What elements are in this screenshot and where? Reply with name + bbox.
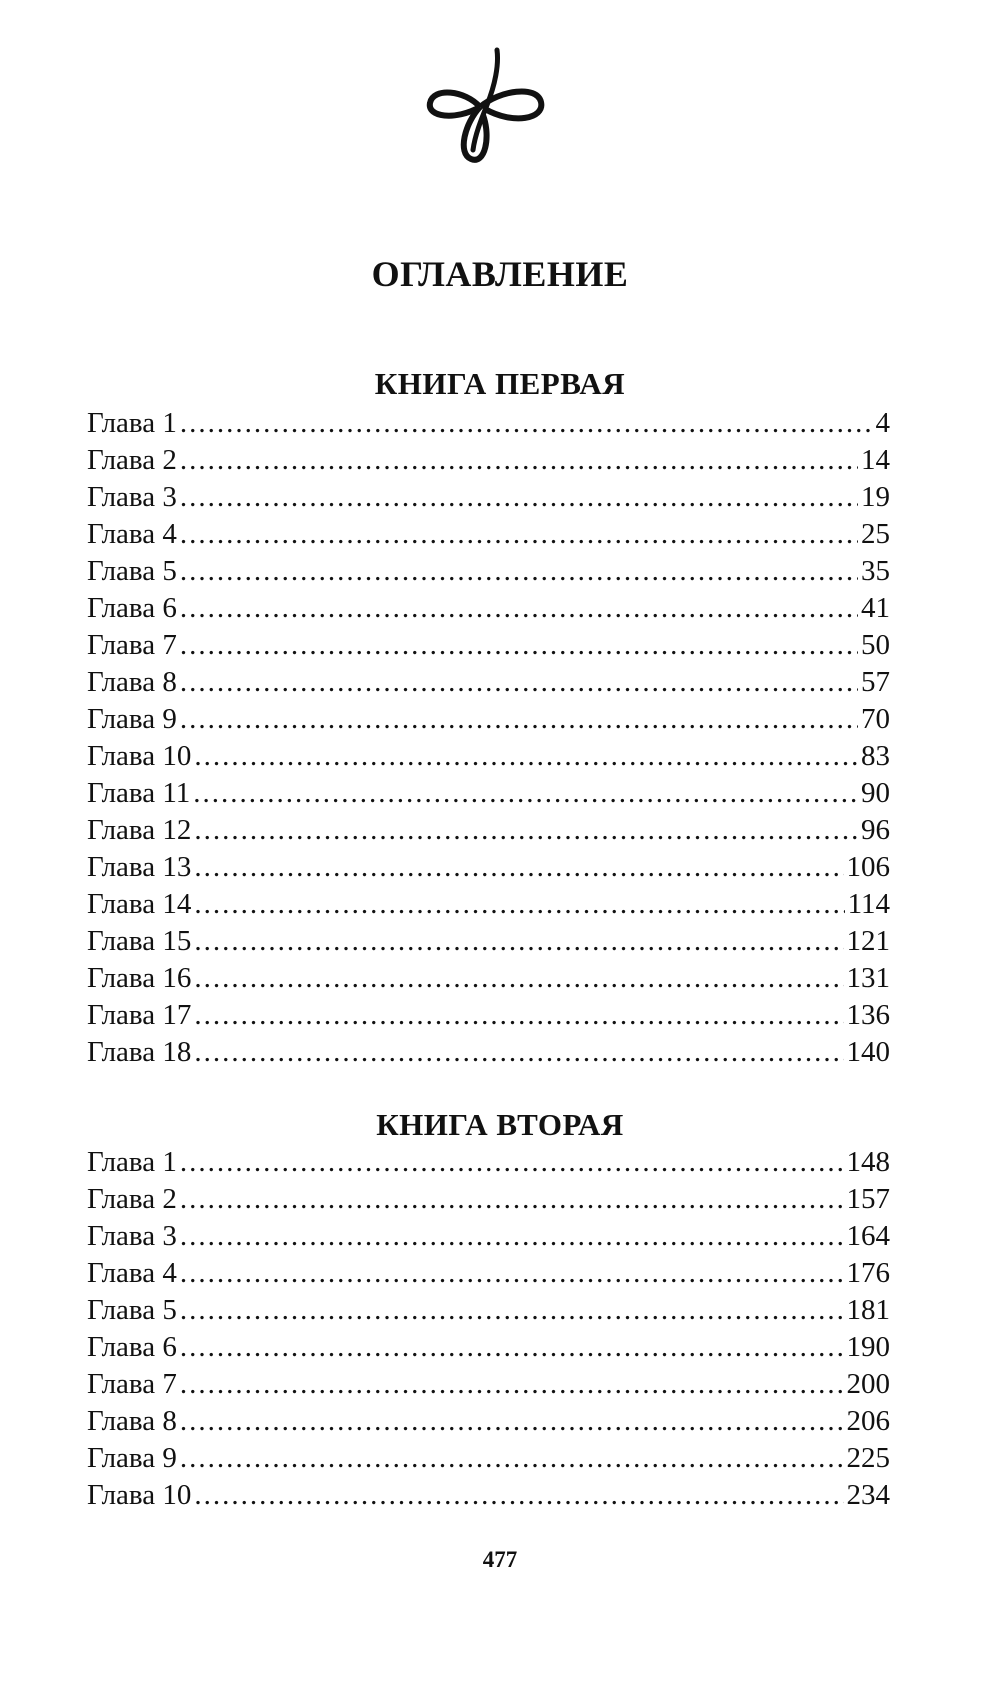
dot-leader <box>194 849 843 886</box>
chapter-label: Глава 8 <box>87 1405 177 1437</box>
chapter-page-number: 164 <box>846 1220 890 1252</box>
chapter-label: Глава 10 <box>87 740 192 772</box>
chapter-page-number: 106 <box>846 851 890 883</box>
toc-entry <box>87 1477 890 1514</box>
chapter-label: Глава 7 <box>87 629 177 661</box>
toc-entry <box>87 886 890 923</box>
chapter-label: Глава 9 <box>87 1442 177 1474</box>
dot-leader <box>180 1440 844 1477</box>
dot-leader <box>194 1477 843 1514</box>
toc-entry <box>87 775 890 812</box>
toc-entry <box>87 960 890 997</box>
dot-leader <box>180 590 858 627</box>
dot-leader <box>194 923 843 960</box>
book-heading: КНИГА ПЕРВАЯ <box>374 366 626 401</box>
toc-entry <box>87 701 890 738</box>
chapter-label: Глава 18 <box>87 1036 192 1068</box>
calligraphic-flourish-icon <box>425 45 555 170</box>
toc-entry <box>87 997 890 1034</box>
chapter-page-number: 136 <box>846 999 890 1031</box>
toc-entry <box>87 1181 890 1218</box>
chapter-page-number: 96 <box>861 814 890 846</box>
chapter-page-number: 157 <box>846 1183 890 1215</box>
chapter-label: Глава 9 <box>87 703 177 735</box>
chapter-label: Глава 3 <box>87 481 177 513</box>
chapter-label: Глава 3 <box>87 1220 177 1252</box>
dot-leader <box>180 553 858 590</box>
toc-entry <box>87 849 890 886</box>
dot-leader <box>180 664 858 701</box>
chapter-label: Глава 5 <box>87 555 177 587</box>
chapter-label: Глава 2 <box>87 444 177 476</box>
chapter-label: Глава 1 <box>87 1146 177 1178</box>
toc-entry <box>87 738 890 775</box>
dot-leader <box>180 1181 844 1218</box>
dot-leader <box>194 738 858 775</box>
dot-leader <box>180 627 858 664</box>
dot-leader <box>180 1403 844 1440</box>
chapter-page-number: 57 <box>861 666 890 698</box>
toc-entry <box>87 664 890 701</box>
chapter-label: Глава 6 <box>87 1331 177 1363</box>
chapter-label: Глава 11 <box>87 777 191 809</box>
toc-title: ОГЛАВЛЕНИЕ <box>371 254 629 294</box>
chapter-page-number: 25 <box>861 518 890 550</box>
chapter-page-number: 190 <box>846 1331 890 1363</box>
chapter-page-number: 121 <box>846 925 890 957</box>
dot-leader <box>194 997 843 1034</box>
chapter-page-number: 225 <box>846 1442 890 1474</box>
toc-entry <box>87 923 890 960</box>
chapter-list <box>87 405 890 1071</box>
dot-leader <box>194 1034 843 1071</box>
chapter-page-number: 70 <box>861 703 890 735</box>
page-number: 477 <box>482 1547 518 1572</box>
dot-leader <box>180 701 858 738</box>
toc-entry <box>87 627 890 664</box>
chapter-label: Глава 13 <box>87 851 192 883</box>
toc-entry <box>87 1403 890 1440</box>
toc-entry <box>87 1292 890 1329</box>
dot-leader <box>180 1292 844 1329</box>
chapter-label: Глава 8 <box>87 666 177 698</box>
chapter-label: Глава 6 <box>87 592 177 624</box>
toc-entry <box>87 442 890 479</box>
toc-entry <box>87 1366 890 1403</box>
chapter-page-number: 14 <box>861 444 890 476</box>
chapter-label: Глава 14 <box>87 888 192 920</box>
toc-entry <box>87 1144 890 1181</box>
dot-leader <box>194 960 843 997</box>
chapter-page-number: 19 <box>861 481 890 513</box>
toc-entry <box>87 479 890 516</box>
toc-entry <box>87 553 890 590</box>
toc-entry <box>87 1218 890 1255</box>
chapter-label: Глава 15 <box>87 925 192 957</box>
chapter-label: Глава 4 <box>87 518 177 550</box>
dot-leader <box>180 1329 844 1366</box>
chapter-label: Глава 10 <box>87 1479 192 1511</box>
chapter-page-number: 90 <box>861 777 890 809</box>
chapter-label: Глава 16 <box>87 962 192 994</box>
chapter-label: Глава 7 <box>87 1368 177 1400</box>
chapter-page-number: 131 <box>846 962 890 994</box>
dot-leader <box>180 479 858 516</box>
toc-entry <box>87 516 890 553</box>
chapter-label: Глава 1 <box>87 407 177 439</box>
dot-leader <box>194 812 858 849</box>
chapter-label: Глава 17 <box>87 999 192 1031</box>
dot-leader <box>180 442 858 479</box>
toc-entry <box>87 1440 890 1477</box>
chapter-label: Глава 5 <box>87 1294 177 1326</box>
chapter-page-number: 35 <box>861 555 890 587</box>
chapter-page-number: 234 <box>846 1479 890 1511</box>
dot-leader <box>180 1218 844 1255</box>
chapter-page-number: 181 <box>846 1294 890 1326</box>
dot-leader <box>180 1255 844 1292</box>
chapter-label: Глава 2 <box>87 1183 177 1215</box>
toc-entry <box>87 405 890 442</box>
chapter-page-number: 41 <box>861 592 890 624</box>
toc-entry <box>87 812 890 849</box>
dot-leader <box>180 1366 844 1403</box>
chapter-list <box>87 1144 890 1514</box>
toc-entry <box>87 1255 890 1292</box>
dot-leader <box>180 405 873 442</box>
chapter-page-number: 4 <box>875 407 890 439</box>
chapter-page-number: 200 <box>846 1368 890 1400</box>
chapter-label: Глава 12 <box>87 814 192 846</box>
chapter-page-number: 114 <box>847 888 890 920</box>
book-heading: КНИГА ВТОРАЯ <box>376 1107 624 1142</box>
chapter-page-number: 83 <box>861 740 890 772</box>
toc-entry <box>87 590 890 627</box>
dot-leader <box>180 516 858 553</box>
chapter-page-number: 140 <box>846 1036 890 1068</box>
chapter-page-number: 148 <box>846 1146 890 1178</box>
chapter-page-number: 176 <box>846 1257 890 1289</box>
chapter-page-number: 206 <box>846 1405 890 1437</box>
dot-leader <box>180 1144 844 1181</box>
chapter-label: Глава 4 <box>87 1257 177 1289</box>
dot-leader <box>194 886 844 923</box>
chapter-page-number: 50 <box>861 629 890 661</box>
dot-leader <box>193 775 858 812</box>
toc-entry <box>87 1034 890 1071</box>
toc-entry <box>87 1329 890 1366</box>
